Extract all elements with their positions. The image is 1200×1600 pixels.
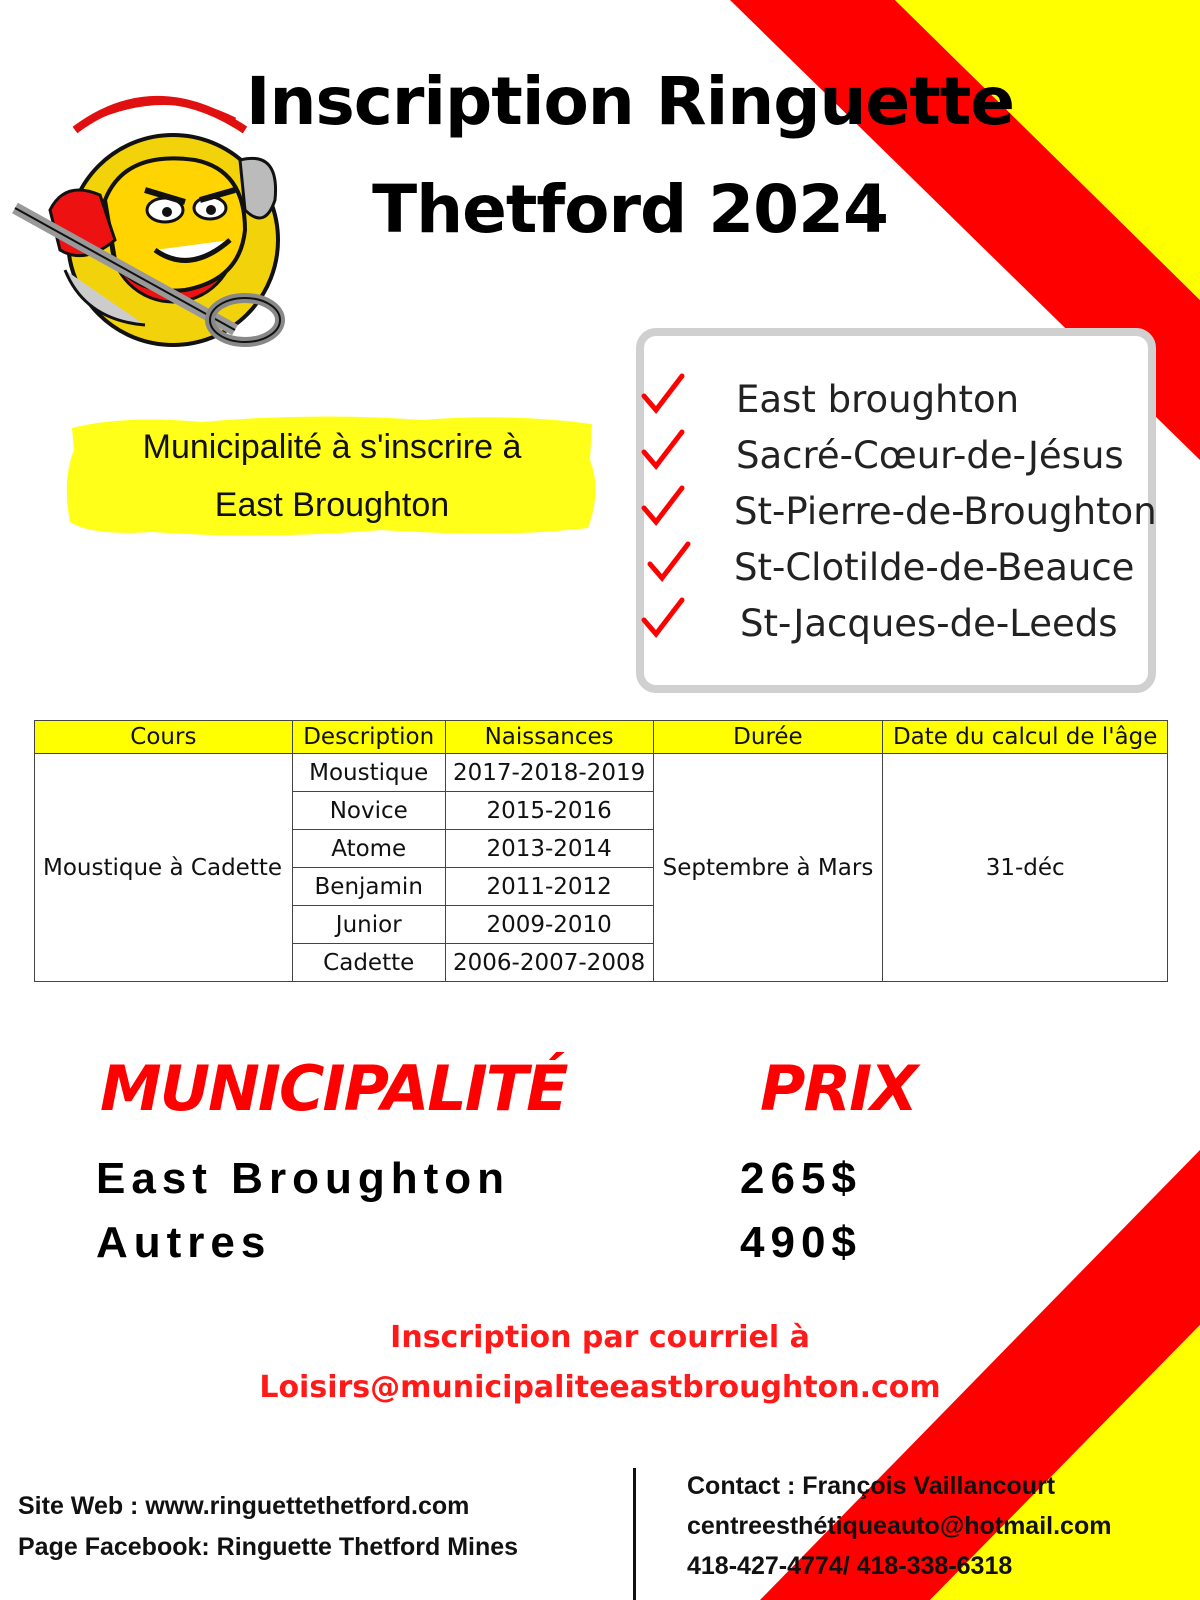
pricing-municipalite: Autres [96, 1218, 272, 1267]
header-date-calcul: Date du calcul de l'âge [883, 721, 1168, 754]
pricing-municipalite: East Broughton [96, 1154, 510, 1203]
footer-contact: Contact : François Vaillancourt [687, 1472, 1056, 1500]
cell-cours: Moustique à Cadette [35, 754, 293, 982]
footer-contact-email-link[interactable]: centreesthétiqueauto@hotmail.com [687, 1512, 1112, 1540]
header-duree: Durée [653, 721, 883, 754]
intro-text [62, 418, 602, 534]
cell-naissances: 2013-2014 [445, 830, 653, 868]
title-line-1: Inscription Ringuette [245, 63, 1015, 140]
cell-naissances: 2015-2016 [445, 792, 653, 830]
footer-website-link[interactable]: Site Web : www.ringuettethetford.com [18, 1492, 470, 1520]
registration-email-link[interactable]: Loisirs@municipaliteeastbroughton.com [259, 1370, 941, 1405]
cell-naissances: 2011-2012 [445, 868, 653, 906]
checkmark-icon [640, 372, 690, 417]
municipality-label: St-Clotilde-de-Beauce [734, 546, 1135, 589]
cell-description: Benjamin [292, 868, 445, 906]
intro-line-1: Municipalité à s'inscrire à [142, 428, 522, 466]
intro-line-2: East Broughton [214, 486, 450, 524]
footer-phones: 418-427-4774/ 418-338-6318 [687, 1552, 1013, 1580]
cell-naissances: 2009-2010 [445, 906, 653, 944]
header-cours: Cours [35, 721, 293, 754]
pricing-prix: 265$ [740, 1154, 862, 1203]
cell-description: Junior [292, 906, 445, 944]
checkmark-icon [640, 484, 690, 529]
registration-line: Inscription par courriel à [390, 1320, 810, 1355]
pricing-header-prix: PRIX [760, 1052, 917, 1125]
cell-naissances: 2006-2007-2008 [445, 944, 653, 982]
header-description: Description [292, 721, 445, 754]
pricing-header-municipalite: MUNICIPALITÉ [100, 1052, 567, 1125]
table-row [35, 754, 1168, 792]
cell-description: Cadette [292, 944, 445, 982]
title-line-2: Thetford 2024 [372, 171, 888, 248]
cell-date-calcul: 31-déc [883, 754, 1168, 982]
cell-description: Moustique [292, 754, 445, 792]
checkmark-icon [640, 428, 690, 473]
footer-facebook-link[interactable]: Page Facebook: Ringuette Thetford Mines [18, 1533, 519, 1561]
checkmark-icon [646, 540, 696, 585]
checkmark-icon [640, 596, 690, 641]
municipality-label: East broughton [736, 378, 1020, 421]
municipality-label: St-Pierre-de-Broughton [734, 490, 1157, 533]
footer-divider [633, 1468, 636, 1600]
municipality-label: Sacré-Cœur-de-Jésus [736, 434, 1124, 477]
table-header-row [35, 721, 1168, 754]
pricing-prix: 490$ [740, 1218, 862, 1267]
age-groups-table [34, 720, 1168, 982]
page-title [230, 48, 1030, 264]
cell-description: Atome [292, 830, 445, 868]
cell-naissances: 2017-2018-2019 [445, 754, 653, 792]
cell-duree: Septembre à Mars [653, 754, 883, 982]
municipality-label: St-Jacques-de-Leeds [740, 602, 1118, 645]
cell-description: Novice [292, 792, 445, 830]
header-naissances: Naissances [445, 721, 653, 754]
